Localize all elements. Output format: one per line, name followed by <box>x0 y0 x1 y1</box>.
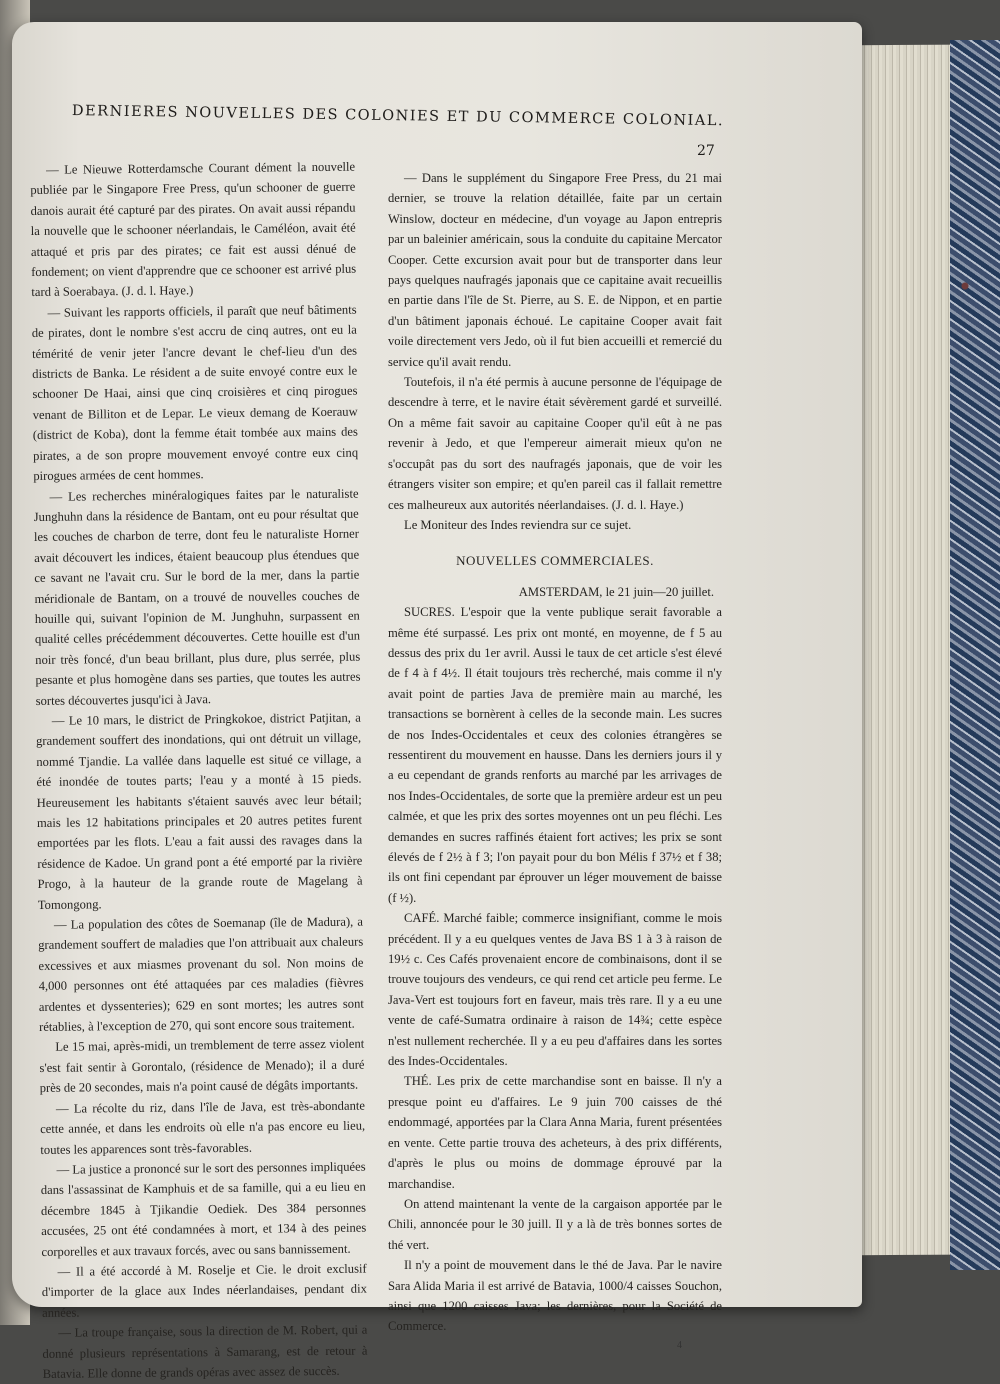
paragraph: — La justice a prononcé sur le sort des personnes impliquées dans l'assassinat de Kamphuis et de sa famille, qui a eu lieu en décembre 1845 à Tjikandie Oediek. Des 384 personnes accusées, 25 ont été condamnées à mort, et 134 à des peines corporelles et aux travaux forcés, avec ou sans bannissement. <box>40 1159 367 1259</box>
paragraph: Le 15 mai, après-midi, un tremblement de terre assez violent s'est fait sentir à Gorontalo, (résidence de Menado); il a duré près de 20 secondes, mais n'a point causé de dégâts importants. <box>39 1037 365 1096</box>
paragraph: Toutefois, il n'a été permis à aucune personne de l'équipage de descendre à terre, et le navire était sévèrement gardé et surveillé. On a même fait savoir au capitaine Cooper qu'il eût à ne pas revenir à Jedo, et que l'empereur aimerait mieux qu'on ne s'occupât pas du sort des naufragés japonais, que de voir les étrangers visiter son empire; et qu'en pareil cas il fallait remettre ces malheureux aux autorités néerlandaises. (J. d. l. Haye.) <box>388 375 722 512</box>
paragraph: — La troupe française, sous la direction de M. Robert, qui a donné plusieurs représentations à Samarang, est de retour à Batavia. Elle donne de grands opéras avec assez de succès. <box>42 1322 368 1381</box>
paragraph: — Il a été accordé à M. Roselje et Cie. le droit exclusif d'importer de la glace aux Indes néerlandaises, pendant dix années. <box>41 1261 367 1320</box>
dateline: AMSTERDAM, le 21 juin—20 juillet. <box>518 584 714 599</box>
paragraph: Le Moniteur des Indes reviendra sur ce sujet. <box>404 517 632 532</box>
paragraph: — Les recherches minéralogiques faites par le naturaliste Junghuhn dans la résidence de Bantam, ont eu pour résultat que les couches de charbon de terre, dont feu le naturaliste Horner avait découvert les indices, étaient beaucoup plus étendues que ce savant ne l'avait cru. Sur le bord de la mer, dans la partie méridionale de Bantam, on a trouvé de nouvelles couches de houille qui, suivant l'opinion de M. Junghuhn, surpassent en qualité celles précédemment découvertes. Cette houille est d'un noir très foncé, d'un beau brillant, plus dure, plus serrée, plus pesante et plus homogène dans ses parties, que toutes les autres sortes découvertes jusqu'ici à Java. <box>33 486 361 708</box>
right-column <box>388 168 722 1353</box>
left-column <box>30 157 368 1384</box>
running-header: DERNIERES NOUVELLES DES COLONIES ET DU COMMERCE COLONIAL. <box>71 103 725 130</box>
marbled-cover <box>950 40 1000 1270</box>
paragraph: — Le Nieuwe Rotterdamsche Courant dément la nouvelle publiée par le Singapore Free Press, qu'un schooner de guerre danois aurait été capturé par des pirates. On avait aussi répandu la nouvelle que le schooner néerlandais, le Caméléon, avait été attaqué et pris par des pirates; ce fait est aussi dénué de fondement; on vient d'apprendre que ce schooner est arrivé plus tard à Soerabaya. (J. d. l. Haye.) <box>30 159 357 300</box>
paragraph: On attend maintenant la vente de la cargaison apportée par le Chili, annoncée pour le 30 juill. Il y a là de très bonnes sortes de thé vert. <box>388 1196 722 1252</box>
page-number: 27 <box>697 143 715 159</box>
paragraph: — Le 10 mars, le district de Pringkokoe, district Patjitan, a grandement souffert des inondations, qui ont détruit un village, nommé Tjandie. La vallée dans laquelle est situé ce village, a été inondée de toutes parts; l'eau y a monté à 15 pieds. Heureusement les habitants s'étaient sauvés avec leur bétail; mais les 12 habitations principales et 20 autres petites furent emportées par les flots. L'eau a fait aussi des ravages dans la résidence de Kadoe. Un grand pont a été emporté par la rivière Progo, à la hauteur de la grande route de Magelang à Tomongong. <box>36 710 363 912</box>
section-title: NOUVELLES COMMERCIALES. <box>456 553 654 569</box>
paragraph: SUCRES. L'espoir que la vente publique serait favorable a même été surpassé. Les prix ont monté, en moyenne, de f 5 au dessus des prix du 1er avril. Aussi le taux de cet article s'est élevé de f 4 à f 4½. Il était toujours très recherché, mais comme il n'y avait point de parties Java de première main au marché, les transactions se bornèrent à celles de la seconde main. Les sucres de nos Indes-Occidentales et ceux des colonies étrangères se ressentirent du mouvement en hausse. Dans les derniers jours il y a eu cependant de grands renforts au marché par les arrivages de nos Indes-Occidentales, de sorte que la première ardeur est un peu calmée, et que les prix des sortes moyennes ont un peu fléchi. Les demandes en sucres raffinés étaient fort actives; les prix se sont élevés de f 2½ à f 3; l'on payait pour du bon Mélis f 37½ et f 38; ils ont fini cependant par éprouver un léger mouvement de baisse (f ½). <box>388 605 722 905</box>
paragraph: — La population des côtes de Soemanap (île de Madura), a grandement souffert de maladies que l'on attribuait aux chaleurs excessives et aux miasmes provenant du sol. Non moins de 4,000 personnes ont été attaquées par ces maladies (fièvres ardentes et dyssenteries); 629 en sont mortes; les autres sont rétablies, à l'exception de 270, qui sont encore sous traitement. <box>38 914 364 1035</box>
paragraph: — Dans le supplément du Singapore Free Press, du 21 mai dernier, se trouve la relation détaillée, faite par un certain Winslow, docteur en médecine, d'un voyage au Japon entrepris par un baleinier américain, sous la conduite du capitaine Mercator Cooper. Cette excursion avait pour but de transporter dans leur pays quelques naufragés japonais que ce capitaine avait recueillis en partie dans l'île de St. Pierre, au S. E. de Nippon, et en partie d'un bâtiment japonais échoué. Le capitaine Cooper avait fait voile directement vers Jedo, où il fut bien accueilli et remercié du service qu'il avait rendu. <box>388 171 722 369</box>
paragraph: Il n'y a point de mouvement dans le thé de Java. Par le navire Sara Alida Maria il est arrivé de Batavia, 1000/4 caisses Souchon, ainsi que 1200 caisses Java; les dernières, pour la Société de Commerce. <box>388 1258 722 1334</box>
paragraph: CAFÉ. Marché faible; commerce insignifiant, comme le mois précédent. Il y a eu quelques ventes de Java BS 1 à 3 à raison de 19½ c. Ces Cafés provenaient encore de combinaisons, dont il se trouve toujours des vendeurs, ce qui rend cet article peu ferme. Le Java-Vert est toujours fort en faveur, mais très rare. Il y a eu une vente de café-Sumatra ordinaire à raison de 14¾; cette espèce n'est nullement recherchée. Il y a eu peu d'affaires dans les sortes des Indes-Occidentales. <box>388 911 722 1069</box>
signature-mark: 4 <box>677 1339 682 1351</box>
paragraph: — La récolte du riz, dans l'île de Java, est très-abondante cette année, et dans les endroits où elle n'a pas encore eu lieu, toutes les apparences sont très-favorables. <box>40 1098 366 1157</box>
paragraph: THÉ. Les prix de cette marchandise sont en baisse. Il n'y a presque point eu d'affaires. Le 9 juin 700 caisses de thé endommagé, apportées par la Clara Anna Maria, furent présentées en vente. Cette partie trouva des acheteurs, à des prix différents, d'après le plus ou moins de dommage éprouvé par la marchandise. <box>388 1074 722 1191</box>
paragraph: — Suivant les rapports officiels, il paraît que neuf bâtiments de pirates, dont le nombre s'est accru de cinq autres, ont eu la témérité de venir jeter l'ancre devant le chef-lieu d'un des districts de Banka. Le résident a de suite envoyé contre eux le schooner De Haai, ainsi que cinq croisières et cinq pirogues venant de Billiton et de Lepar. Le vieux demang de Koerauw (district de Koba), dont la femme était tombée aux mains des pirates, a de son propre mouvement envoyé contre eux cinq pirogues armées de cent hommes. <box>31 302 359 484</box>
